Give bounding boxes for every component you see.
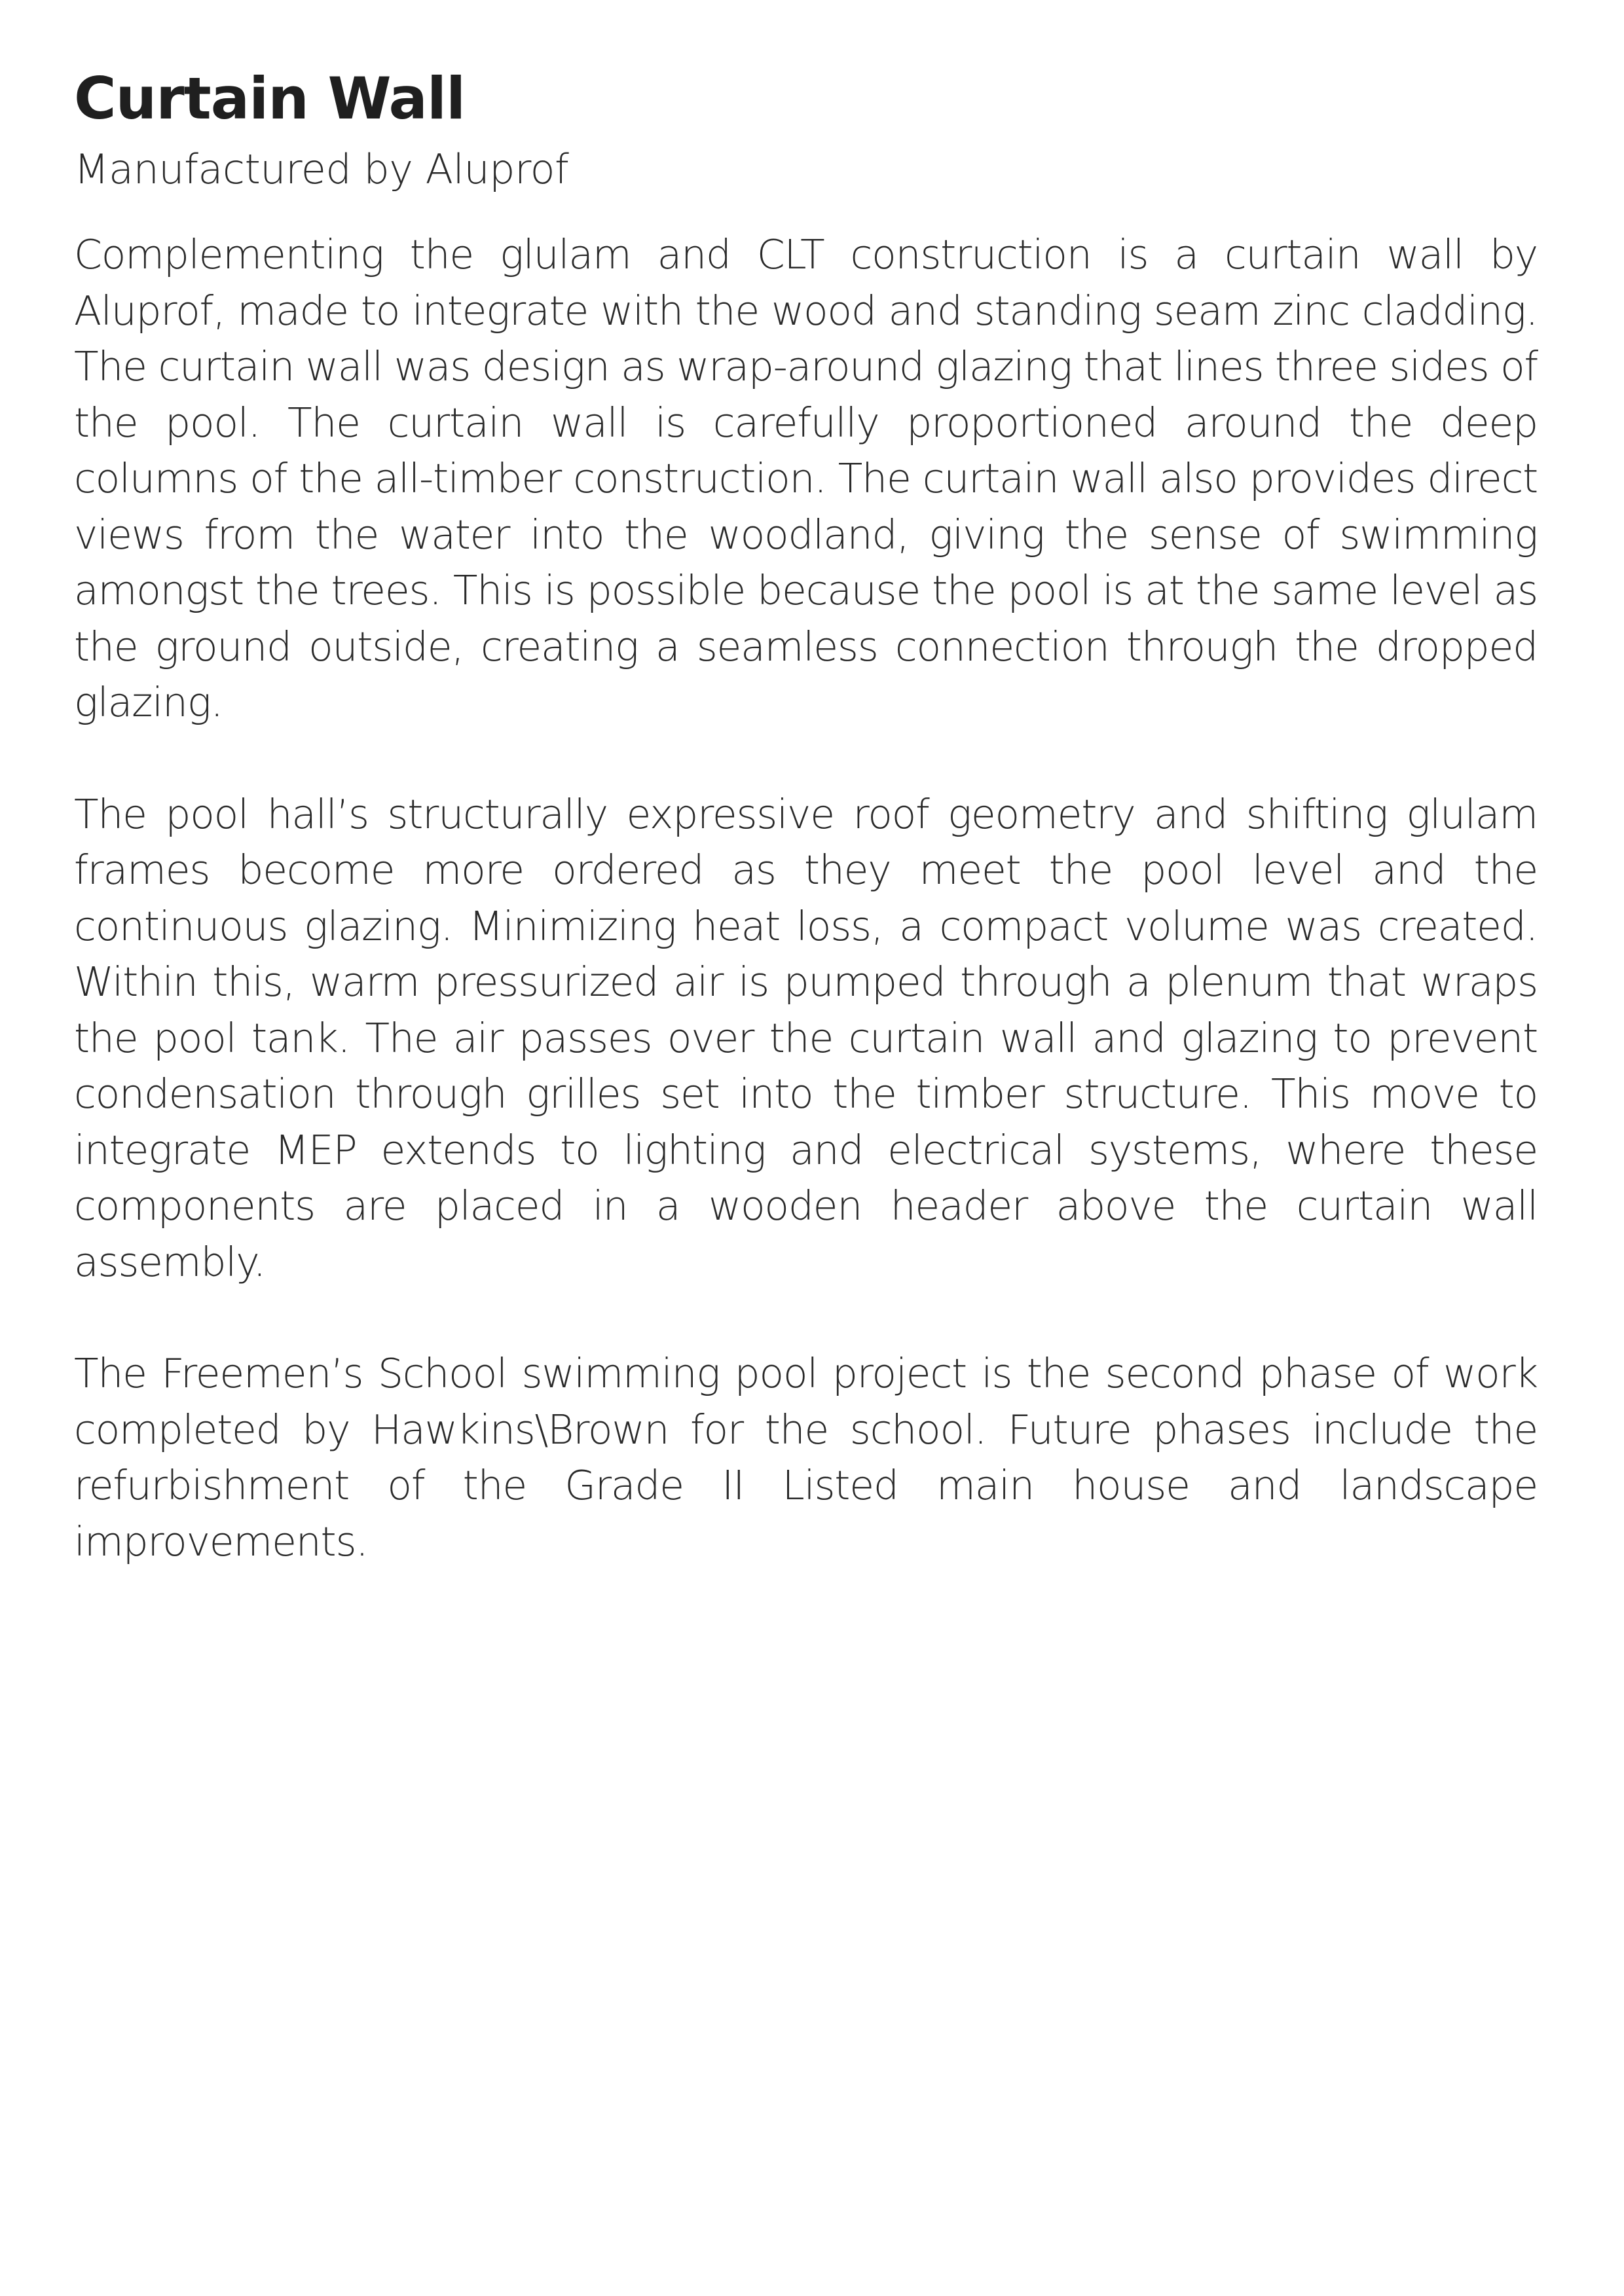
- paragraph-curtain-wall-design: Complementing the glulam and CLT construction is a curtain wall by Aluprof, made to integrate with the wood and standing seam zinc cladding. The curtain wall was design as wrap-around glazing that lines three sides of the pool. The curtain wall is carefully proportioned around the deep columns of the all-timber construction. The curtain wall also provides direct views from the water into the woodland, giving the sense of swimming amongst the trees. This is possible because the pool is at the same level as the ground outside, creating a seamless connection through the dropped glazing.: [74, 231, 1538, 726]
- paragraph-project-phases: The Freemen’s School swimming pool project is the second phase of work completed by Hawkins\Brown for the school. Future phases include the refurbishment of the Grade II Listed main house and landscape improvements.: [74, 1350, 1538, 1565]
- document-page: [74, 62, 1538, 1570]
- paragraph-pool-hall-structure: The pool hall’s structurally expressive roof geometry and shifting glulam frames become more ordered as they meet the pool level and the continuous glazing. Minimizing heat loss, a compact volume was created. Within this, warm pressurized air is pumped through a plenum that wraps the pool tank. The air passes over the curtain wall and glazing to prevent condensation through grilles set into the timber structure. This move to integrate MEP extends to lighting and electrical systems, where these components are placed in a wooden header above the curtain wall assembly.: [74, 790, 1538, 1286]
- page-subtitle: Manufactured by Aluprof: [74, 145, 569, 193]
- page-title: Curtain Wall: [74, 65, 466, 132]
- body-text: [74, 227, 1538, 1570]
